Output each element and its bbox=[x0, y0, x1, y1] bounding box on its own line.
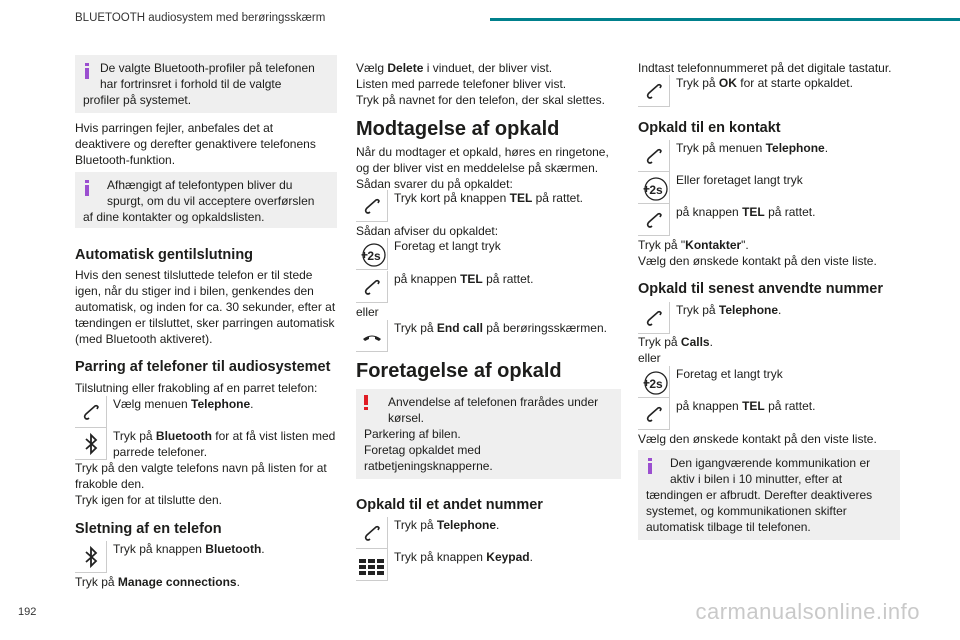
svg-text:2s: 2s bbox=[649, 183, 663, 197]
paragraph: Tryk på Manage connections. bbox=[75, 575, 240, 589]
section-heading: Automatisk gentilslutning bbox=[75, 247, 254, 263]
bluetooth-icon bbox=[75, 428, 107, 460]
paragraph: Indtast telefonnummeret på det digitale tastatur. bbox=[638, 61, 892, 75]
paragraph: eller bbox=[356, 305, 379, 319]
paragraph: Tryk på den valgte telefons navn på listen for at frakoble den. Tryk igen for at tilslutte den. bbox=[75, 461, 327, 507]
header-accent-bar bbox=[490, 18, 960, 21]
phone-icon bbox=[356, 517, 388, 549]
svg-text:+: + bbox=[643, 376, 651, 390]
phone-icon bbox=[638, 398, 670, 430]
paragraph: Sådan afviser du opkaldet: bbox=[356, 224, 499, 238]
phone-icon bbox=[638, 204, 670, 236]
section-heading: Sletning af en telefon bbox=[75, 521, 222, 537]
section-heading: Opkald til et andet nummer bbox=[356, 497, 543, 513]
page-number: 192 bbox=[18, 606, 37, 618]
warning-note: Anvendelse af telefonen frarådes under kørsel. Parkering af bilen. Foretag opkaldet med ratbetjeningsknapperne. bbox=[356, 389, 621, 479]
phone-icon bbox=[356, 271, 388, 303]
info-icon bbox=[85, 63, 89, 77]
long-press-2s-icon bbox=[356, 238, 388, 270]
phone-icon bbox=[75, 396, 107, 428]
svg-text:2s: 2s bbox=[649, 377, 663, 391]
section-heading: Parring af telefoner til audiosystemet bbox=[75, 359, 331, 375]
phone-icon bbox=[638, 140, 670, 172]
bluetooth-icon bbox=[75, 541, 107, 573]
phone-icon bbox=[638, 75, 670, 107]
header-title: BLUETOOTH audiosystem med berøringsskærm bbox=[75, 12, 326, 24]
section-heading: Opkald til en kontakt bbox=[638, 120, 781, 136]
svg-text:+: + bbox=[643, 182, 651, 196]
paragraph: Hvis parringen fejler, anbefales det at deaktivere og derefter genaktivere telefonens Bluetooth-funktion. bbox=[75, 121, 316, 167]
svg-text:2s: 2s bbox=[367, 249, 381, 263]
phone-icon bbox=[356, 190, 388, 222]
info-note: Den igangværende kommunikation er aktiv i bilen i 10 minutter, efter at tændingen er afbrudt. Derefter deaktiveres systemet, og kommunikationen skifter automatisk tilbage til telefonen. bbox=[638, 450, 900, 540]
info-icon bbox=[85, 180, 89, 194]
paragraph: Tryk på Calls. eller bbox=[638, 335, 713, 365]
info-note: Afhængigt af telefontypen bliver du spurgt, om du vil acceptere overførslen af dine kontakter og opkaldslisten. bbox=[75, 172, 337, 228]
info-note bbox=[75, 55, 337, 113]
chapter-heading: Foretagelse af opkald bbox=[356, 360, 562, 382]
long-press-2s-icon bbox=[638, 172, 670, 204]
paragraph: Når du modtager et opkald, høres en ringetone, og der bliver vist en meddelelse på skærmen. Sådan svarer du på opkaldet: bbox=[356, 145, 609, 191]
keypad-icon bbox=[356, 549, 388, 581]
end-call-icon bbox=[356, 320, 388, 352]
chapter-heading: Modtagelse af opkald bbox=[356, 118, 560, 140]
paragraph: Vælg den ønskede kontakt på den viste liste. bbox=[638, 432, 877, 446]
svg-text:+: + bbox=[361, 248, 369, 262]
note-text: profiler på systemet. bbox=[83, 93, 192, 107]
paragraph: Tilslutning eller frakobling af en parret telefon: bbox=[75, 381, 318, 395]
note-text: De valgte Bluetooth-profiler på telefonen bbox=[100, 61, 315, 75]
note-text: har fortrinsret i forhold til de valgte bbox=[100, 77, 282, 91]
paragraph: Vælg Delete i vinduet, der bliver vist. Listen med parrede telefoner bliver vist. Tryk på navnet for den telefon, der skal slettes. bbox=[356, 61, 606, 107]
paragraph: Tryk på "Kontakter". Vælg den ønskede kontakt på den viste liste. bbox=[638, 238, 877, 268]
watermark: carmanualsonline.info bbox=[695, 599, 920, 624]
section-heading: Opkald til senest anvendte nummer bbox=[638, 281, 883, 297]
long-press-2s-icon bbox=[638, 366, 670, 398]
paragraph: Hvis den senest tilsluttede telefon er til stede igen, når du stiger ind i bilen, genkendes den automatisk, og inden for ca. 30 sekunder, efter at tændingen er tilsluttet, sker parringen automatisk (med Bluetooth aktiveret). bbox=[75, 268, 336, 346]
info-icon bbox=[648, 458, 652, 472]
phone-icon bbox=[638, 302, 670, 334]
